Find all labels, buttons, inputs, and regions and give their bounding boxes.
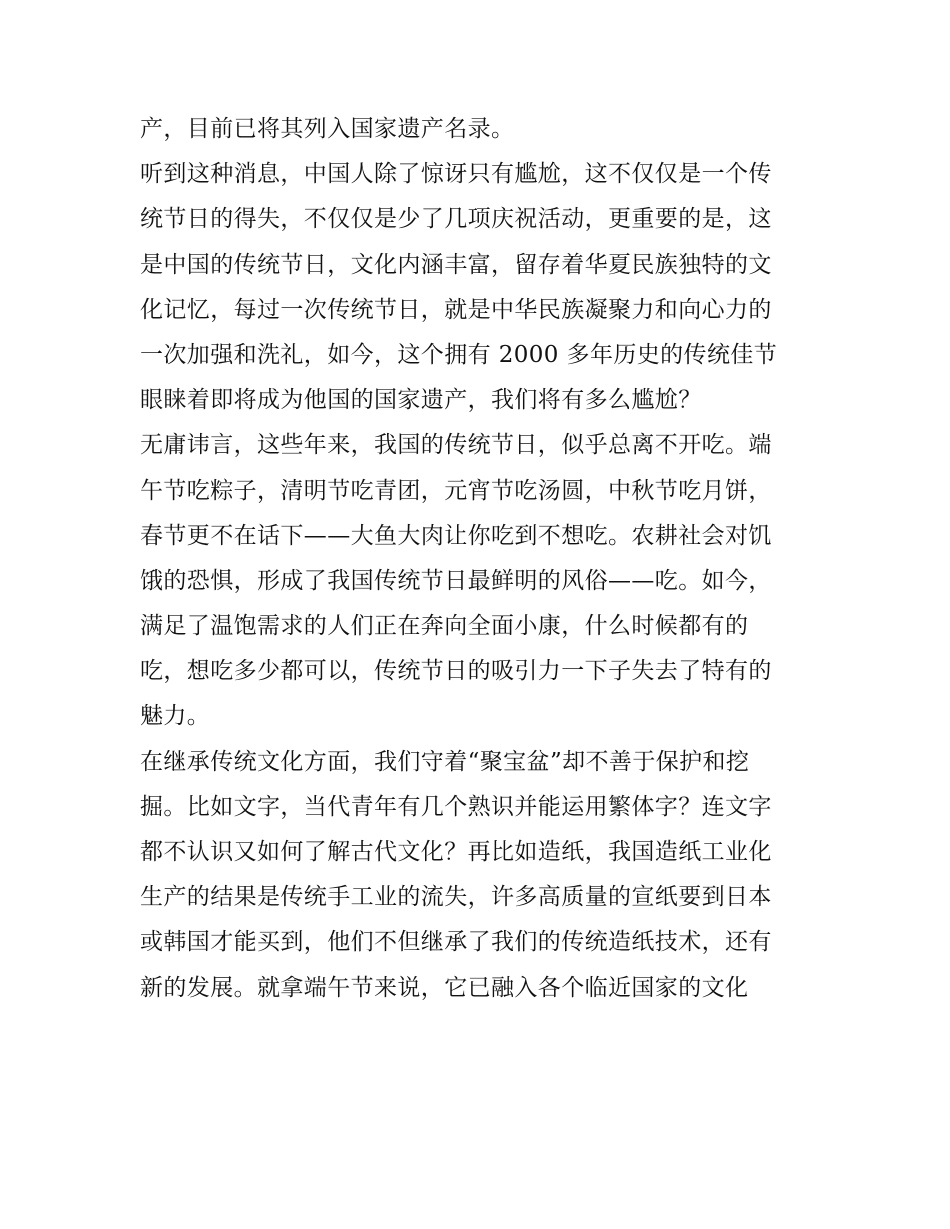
text-line: 一次加强和洗礼，如今，这个拥有 2000 多年历史的传统佳节 <box>140 341 778 368</box>
text-line: 掘。比如文字，当代青年有几个熟识并能运用繁体字？连文字 <box>140 793 772 820</box>
body-text <box>140 107 830 1011</box>
text-line: 无庸讳言，这些年来，我国的传统节日，似乎总离不开吃。端 <box>140 432 772 459</box>
text-line: 满足了温饱需求的人们正在奔向全面小康，什么时候都有的 <box>140 613 749 640</box>
text-line: 魅力。 <box>140 703 211 730</box>
text-line: 是中国的传统节日，文化内涵丰富，留存着华夏民族独特的文 <box>140 251 772 278</box>
text-line: 生产的结果是传统手工业的流失，许多高质量的宣纸要到日本 <box>140 884 772 911</box>
text-line: 在继承传统文化方面，我们守着“聚宝盆”却不善于保护和挖 <box>140 748 750 775</box>
text-line: 化记忆，每过一次传统节日，就是中华民族凝聚力和向心力的 <box>140 296 772 323</box>
text-line: 听到这种消息，中国人除了惊讶只有尴尬，这不仅仅是一个传 <box>140 161 772 188</box>
text-line: 或韩国才能买到，他们不但继承了我们的传统造纸技术，还有 <box>140 929 772 956</box>
text-line: 眼睐着即将成为他国的国家遗产，我们将有多么尴尬？ <box>140 387 702 414</box>
text-line: 产，目前已将其列入国家遗产名录。 <box>140 116 515 142</box>
text-line: 新的发展。就拿端午节来说，它已融入各个临近国家的文化 <box>140 974 749 1001</box>
text-line: 春节更不在话下——大鱼大肉让你吃到不想吃。农耕社会对饥 <box>140 522 772 549</box>
text-line: 饿的恐惧，形成了我国传统节日最鲜明的风俗——吃。如今， <box>140 567 772 594</box>
text-line: 统节日的得失，不仅仅是少了几项庆祝活动，更重要的是，这 <box>140 206 772 233</box>
text-line: 都不认识又如何了解古代文化？再比如造纸，我国造纸工业化 <box>140 839 772 865</box>
text-line: 吃，想吃多少都可以，传统节日的吸引力一下子失去了特有的 <box>140 658 772 685</box>
text-line: 午节吃粽子，清明节吃青团，元宵节吃汤圆，中秋节吃月饼， <box>140 477 772 504</box>
